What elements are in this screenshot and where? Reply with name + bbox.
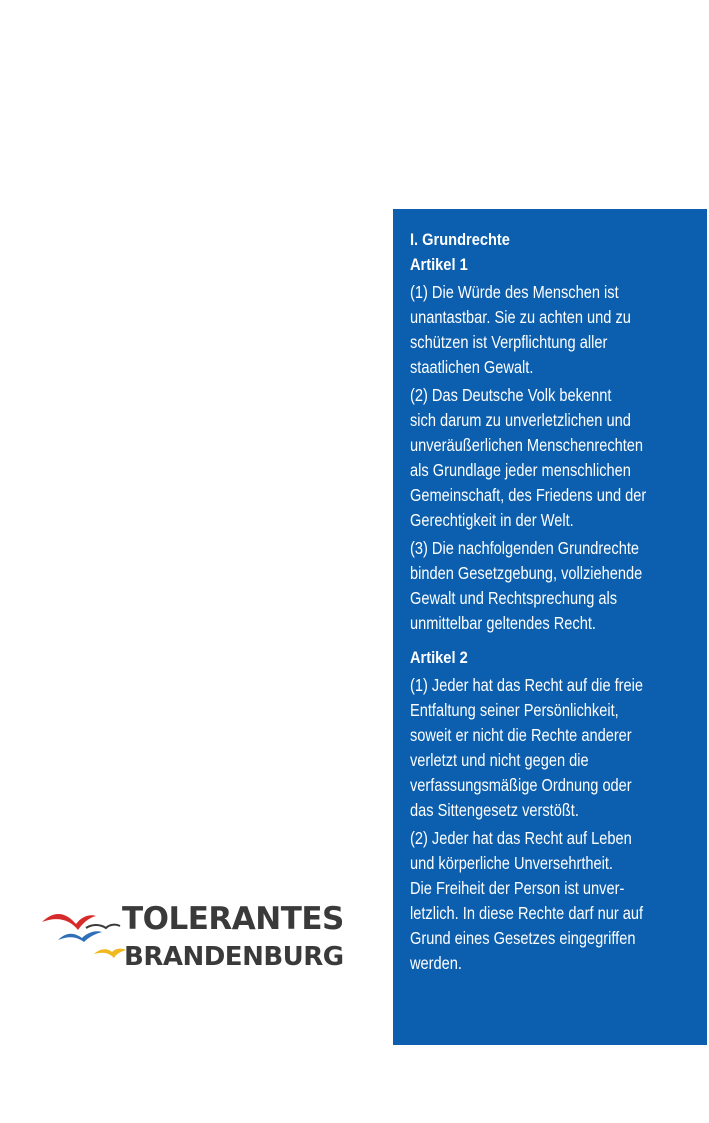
article-1-title: Artikel 1 bbox=[410, 255, 468, 274]
article-2-paragraph-2: (2) Jeder hat das Recht auf Leben und körperliche Unversehrtheit. Die Freiheit der Person ist unver- letzlich. In diese Rechte darf nur auf Grund eines Gesetzes eingegriffen werden. bbox=[410, 828, 644, 973]
section-title: I. Grundrechte bbox=[410, 230, 510, 249]
logo-line1: TOLERANTES bbox=[122, 901, 344, 937]
article-2-paragraph-1: (1) Jeder hat das Recht auf die freie Entfaltung seiner Persönlichkeit, soweit er nicht die Rechte anderer verletzt und nicht gegen die verfassungsmäßige Ordnung oder das Sittengesetz verstößt. bbox=[410, 675, 644, 820]
birds-icon bbox=[40, 902, 130, 972]
tolerantes-brandenburg-logo bbox=[40, 900, 360, 980]
article-2-title: Artikel 2 bbox=[410, 648, 468, 667]
logo-line2: BRANDENBURG bbox=[124, 942, 344, 972]
article-1-paragraph-1: (1) Die Würde des Menschen ist unantastbar. Sie zu achten und zu schützen ist Verpflichtung aller staatlichen Gewalt. bbox=[410, 282, 631, 377]
article-1-paragraph-2: (2) Das Deutsche Volk bekennt sich darum zu unverletzlichen und unveräußerlichen Menschenrechten als Grundlage jeder menschlichen Gemeinschaft, des Friedens und der Gerechtigkeit in der Welt. bbox=[410, 385, 647, 530]
article-1-paragraph-3: (3) Die nachfolgenden Grundrechte binden Gesetzgebung, vollziehende Gewalt und Rechtsprechung als unmittelbar geltendes Recht. bbox=[410, 538, 643, 633]
grundrechte-panel bbox=[393, 209, 707, 1045]
